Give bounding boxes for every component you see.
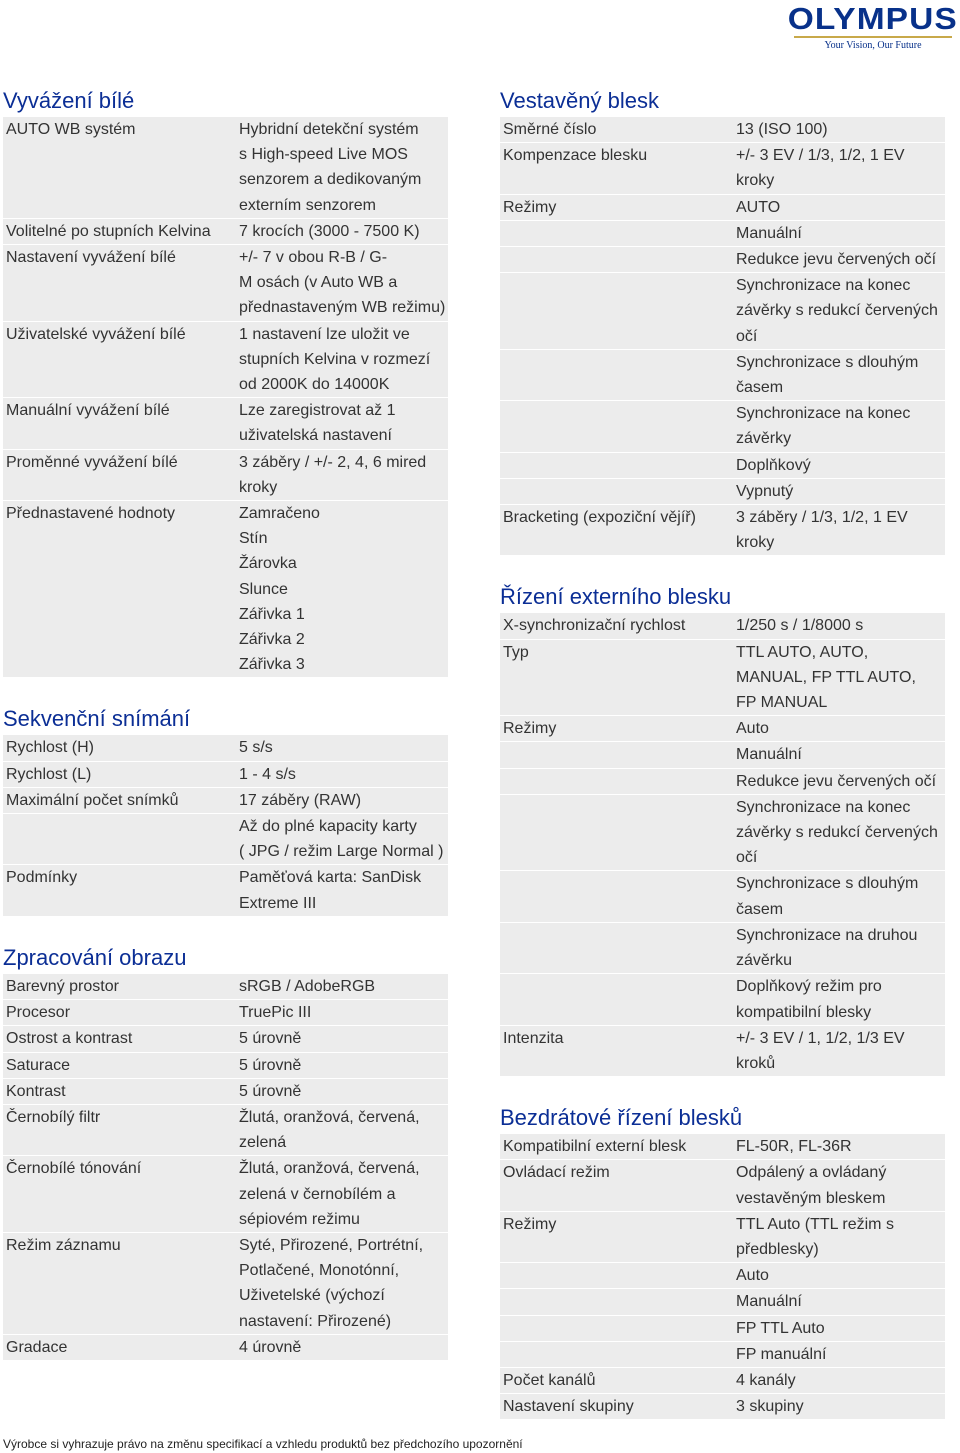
spec-value-line: Synchronizace na druhou [736,926,918,944]
spec-value-line: externím senzorem [239,196,376,214]
section-title-rizeni-externiho-blesku: Řízení externího blesku [500,584,732,610]
spec-value-line: kroků [736,1054,776,1072]
spec-row [3,1104,448,1155]
spec-label: Saturace [3,1052,236,1078]
spec-value [236,1334,448,1360]
spec-label: Černobílé tónování [3,1156,236,1233]
spec-value [236,1000,448,1026]
spec-row [500,871,945,922]
spec-value-line: závěrky [736,430,792,448]
spec-row [3,974,448,1000]
spec-value-line: Paměťová karta: SanDisk [239,869,422,887]
spec-value-line: očí [736,327,758,345]
spec-row [500,117,945,143]
spec-value [236,1026,448,1052]
spec-row [500,1263,945,1289]
spec-label: Ostrost a kontrast [3,1026,236,1052]
spec-value-line: 1 nastavení lze uložit ve [239,325,410,343]
spec-value [733,1211,945,1262]
spec-value-line: Auto [736,1267,769,1285]
spec-row [3,449,448,500]
spec-value [733,1367,945,1393]
spec-value-line: kroky [239,478,278,496]
spec-label [500,273,733,350]
spec-value-line: TruePic III [239,1004,312,1022]
spec-row [3,1026,448,1052]
spec-value [236,814,448,865]
spec-label [500,1289,733,1315]
spec-value-line: časem [736,379,784,397]
spec-value-line: TTL AUTO, AUTO, [736,643,869,661]
spec-value-line: Žlutá, oranžová, červená, [239,1160,420,1178]
spec-value-line: ( JPG / režim Large Normal ) [239,843,444,861]
spec-value-line: Syté, Přirozené, Portrétní, [239,1236,424,1254]
spec-value [733,1134,945,1160]
spec-value-line: kroky [736,534,775,552]
spec-value-line: Lze zaregistrovat až 1 [239,402,396,420]
spec-row [500,1367,945,1393]
spec-row [500,974,945,1025]
spec-row [500,143,945,194]
logo-divider [794,36,952,38]
spec-row [500,273,945,350]
spec-row [500,1341,945,1367]
spec-value-line: Potlačené, Monotónní, [239,1262,400,1280]
spec-label: Černobílý filtr [3,1104,236,1155]
spec-row [500,478,945,504]
spec-value [733,401,945,452]
spec-label: Manuální vyvážení bílé [3,398,236,449]
spec-label: Intenzita [500,1025,733,1076]
spec-label [500,768,733,794]
spec-value-line: FL-50R, FL-36R [736,1138,852,1156]
spec-value-line: 5 úrovně [239,1056,302,1074]
spec-label [500,922,733,973]
spec-value-line: závěrky s redukcí červených [736,824,938,842]
spec-label: Gradace [3,1334,236,1360]
spec-value [733,505,945,556]
spec-value-line: Synchronizace s dlouhým [736,353,919,371]
spec-value [733,117,945,143]
spec-row [500,505,945,556]
section-title-vyvazeni-bile: Vyvážení bílé [3,88,135,113]
spec-value [733,922,945,973]
spec-row [3,1334,448,1360]
spec-value [733,742,945,768]
spec-label: Podmínky [3,865,236,916]
spec-value [733,194,945,220]
spec-label: Nastavení skupiny [500,1394,733,1420]
spec-value-line: očí [736,849,758,867]
spec-label: Barevný prostor [3,974,236,1000]
spec-row [500,452,945,478]
spec-label [500,220,733,246]
spec-value-line: předblesky) [736,1240,819,1258]
spec-row [500,220,945,246]
spec-value [236,974,448,1000]
spec-value-line: AUTO [736,198,781,216]
section-title-vestaveny-blesk: Vestavěný blesk [500,88,659,113]
spec-value-line: Stín [239,530,268,548]
spec-value-line: Manuální [736,224,802,242]
spec-value-line: kroky [736,172,775,190]
spec-value [733,974,945,1025]
spec-label: Směrné číslo [500,117,733,143]
spec-value [733,794,945,871]
spec-value-line: FP TTL Auto [736,1319,825,1337]
spec-value [733,273,945,350]
spec-value-line: MANUAL, FP TTL AUTO, [736,668,916,686]
spec-value-line: Doplňkový režim pro [736,978,882,996]
spec-value-line: 7 krocích (3000 - 7500 K) [239,222,420,240]
spec-value [733,220,945,246]
spec-row [3,117,448,218]
spec-label [500,452,733,478]
spec-table-vestaveny-blesk [500,117,945,556]
spec-label [500,1315,733,1341]
spec-value-line: Vypnutý [736,482,794,500]
spec-row [3,865,448,916]
spec-value-line: Odpálený a ovládaný [736,1164,887,1182]
spec-value-line: Synchronizace na konec [736,798,911,816]
section-title-sekvencni-snimani: Sekvenční snímání [3,706,191,732]
spec-value-line: Uživetelské (výchozí [239,1287,385,1305]
spec-row [500,1134,945,1160]
spec-row [3,1232,448,1334]
spec-value-line: Zamračeno [239,505,320,523]
spec-label [500,974,733,1025]
spec-value-line: Slunce [239,580,288,598]
spec-value-line: Žárovka [239,555,297,573]
spec-row [500,1394,945,1420]
spec-label: Nastavení vyvážení bílé [3,245,236,322]
spec-row [500,922,945,973]
spec-value [236,501,448,678]
spec-row [3,787,448,813]
spec-value [236,1104,448,1155]
spec-label [500,349,733,400]
spec-label [500,1263,733,1289]
spec-value-line: Extreme III [239,894,317,912]
spec-row [500,716,945,742]
spec-value [733,871,945,922]
spec-value [733,1289,945,1315]
spec-value [236,1078,448,1104]
spec-row [500,194,945,220]
spec-table-zpracovani-obrazu [3,974,448,1361]
spec-value-line: Manuální [736,746,802,764]
spec-value [236,1052,448,1078]
spec-label: Kontrast [3,1078,236,1104]
spec-value-line: závěrky s redukcí červených [736,302,938,320]
spec-row [500,613,945,639]
spec-value-line: kompatibilní blesky [736,1003,872,1021]
left-column [3,88,448,1361]
spec-value-line: nastavení: Přirozené) [239,1312,392,1330]
spec-table-bezdratove-rizeni-blesku [500,1134,945,1420]
spec-row [3,814,448,865]
spec-value-line: Synchronizace na konec [736,405,911,423]
spec-row [500,1160,945,1211]
spec-value-line: +/- 3 EV / 1/3, 1/2, 1 EV [736,147,905,165]
spec-row [500,768,945,794]
spec-value [236,1156,448,1233]
spec-value-line: 4 kanály [736,1371,796,1389]
spec-value [733,768,945,794]
spec-row [3,1052,448,1078]
spec-label [500,742,733,768]
spec-row [500,1315,945,1341]
spec-label: Režimy [500,1211,733,1262]
spec-value-line: 4 úrovně [239,1338,302,1356]
spec-value-line: 3 záběry / 1/3, 1/2, 1 EV [736,509,908,527]
spec-label: Režimy [500,716,733,742]
spec-row [3,321,448,398]
spec-row [500,742,945,768]
spec-value [733,452,945,478]
spec-value-line: od 2000K do 14000K [239,376,390,394]
spec-row [500,349,945,400]
spec-value [733,247,945,273]
spec-value-line: Redukce jevu červených očí [736,772,937,790]
spec-value-line: Manuální [736,1293,802,1311]
spec-value-line: přednastaveným WB režimu) [239,299,446,317]
spec-value-line: stupních Kelvina v rozmezí [239,350,431,368]
spec-row [3,1156,448,1233]
spec-value [236,1232,448,1334]
spec-row [500,401,945,452]
spec-label: Režim záznamu [3,1232,236,1334]
spec-value [236,321,448,398]
spec-table-vyvazeni-bile [3,117,448,678]
spec-label: Počet kanálů [500,1367,733,1393]
spec-value-line: s High-speed Live MOS [239,146,408,164]
spec-value [733,143,945,194]
spec-value [733,1341,945,1367]
spec-value [236,117,448,218]
spec-value-line: M osách (v Auto WB a [239,274,398,292]
spec-label [500,871,733,922]
spec-label [500,1341,733,1367]
spec-value-line: +/- 7 v obou R-B / G- [239,249,388,267]
spec-row [500,1025,945,1076]
spec-value-line: FP MANUAL [736,694,828,712]
spec-row [3,398,448,449]
spec-value-line: +/- 3 EV / 1, 1/2, 1/3 EV [736,1029,905,1047]
spec-value-line: Synchronizace s dlouhým [736,875,919,893]
section-title-bezdratove-rizeni-blesku: Bezdrátové řízení blesků [500,1105,743,1131]
spec-label: Proměnné vyvážení bílé [3,449,236,500]
spec-value-line: Zářivka 3 [239,656,305,674]
right-column [500,88,945,1420]
spec-value [733,478,945,504]
spec-row [3,501,448,678]
spec-label: Kompenzace blesku [500,143,733,194]
spec-label: Uživatelské vyvážení bílé [3,321,236,398]
spec-value [733,613,945,639]
spec-table-rizeni-externiho-blesku [500,613,945,1077]
spec-value-line: Žlutá, oranžová, červená, [239,1108,420,1126]
spec-table-sekvencni-snimani [3,735,448,916]
spec-label [500,794,733,871]
spec-value-line: uživatelská nastavení [239,427,392,445]
spec-label: Režimy [500,194,733,220]
spec-value-line: FP manuální [736,1345,827,1363]
spec-value [733,1025,945,1076]
spec-row [500,1211,945,1262]
spec-row [3,218,448,244]
spec-value-line: Hybridní detekční systém [239,121,419,138]
spec-value-line: zelená v černobílém a [239,1185,396,1203]
spec-value [733,1394,945,1420]
spec-value-line: 5 s/s [239,739,273,757]
spec-label: Volitelné po stupních Kelvina [3,218,236,244]
spec-label: Přednastavené hodnoty [3,501,236,678]
spec-label [500,247,733,273]
spec-value-line: 5 úrovně [239,1082,302,1100]
spec-row [3,1078,448,1104]
spec-value-line: 17 záběry (RAW) [239,791,362,809]
spec-value-line: 5 úrovně [239,1030,302,1048]
spec-value [733,716,945,742]
spec-value [733,639,945,716]
spec-row [3,1000,448,1026]
spec-label: Typ [500,639,733,716]
spec-label: Kompatibilní externí blesk [500,1134,733,1160]
spec-value [236,865,448,916]
spec-value [733,1263,945,1289]
section-title-zpracovani-obrazu: Zpracování obrazu [3,944,187,970]
spec-label: Procesor [3,1000,236,1026]
spec-value-line: Auto [736,720,769,738]
spec-label: Ovládací režim [500,1160,733,1211]
spec-value-line: zelená [239,1134,287,1152]
spec-value [733,349,945,400]
spec-value [236,735,448,761]
spec-value-line: Až do plné kapacity karty [239,818,417,836]
spec-value-line: Zářivka 2 [239,631,305,649]
spec-label [500,478,733,504]
spec-value-line: Zářivka 1 [239,605,305,623]
spec-label [500,401,733,452]
spec-row [3,761,448,787]
spec-row [3,245,448,322]
spec-value-line: časem [736,900,784,918]
spec-value-line: 1/250 s / 1/8000 s [736,617,864,635]
spec-value [236,218,448,244]
spec-row [500,639,945,716]
spec-value-line: 3 záběry / +/- 2, 4, 6 mired [239,453,427,471]
spec-value-line: 13 (ISO 100) [736,121,828,138]
spec-row [500,1289,945,1315]
spec-value-line: vestavěným bleskem [736,1189,886,1207]
spec-label: Rychlost (L) [3,761,236,787]
spec-value [236,398,448,449]
spec-label [3,814,236,865]
spec-value [236,787,448,813]
spec-value-line: závěrku [736,952,793,970]
spec-value-line: 3 skupiny [736,1398,804,1416]
spec-row [500,247,945,273]
spec-value-line: sépiovém režimu [239,1210,360,1228]
spec-value-line: Redukce jevu červených očí [736,251,937,269]
spec-value-line: senzorem a dedikovaným [239,171,422,189]
brand-logo [787,1,959,52]
spec-row [500,794,945,871]
spec-row [3,735,448,761]
spec-value [733,1315,945,1341]
spec-value-line: 1 - 4 s/s [239,765,296,783]
spec-label: Bracketing (expoziční vějíř) [500,505,733,556]
spec-value [733,1160,945,1211]
brand-name: OLYMPUS [787,1,959,36]
spec-value [236,761,448,787]
footer-disclaimer: Výrobce si vyhrazuje právo na změnu specifikací a vzhledu produktů bez předchozího upozornění [3,1437,523,1451]
brand-tagline: Your Vision, Our Future [824,40,922,51]
spec-value [236,245,448,322]
spec-value-line: Doplňkový [736,456,811,474]
spec-label: X-synchronizační rychlost [500,613,733,639]
spec-value-line: TTL Auto (TTL režim s [736,1215,894,1233]
spec-value [236,449,448,500]
spec-value-line: Synchronizace na konec [736,277,911,295]
spec-value-line: sRGB / AdobeRGB [239,977,376,995]
spec-label: Rychlost (H) [3,735,236,761]
spec-label: AUTO WB systém [3,117,236,218]
spec-label: Maximální počet snímků [3,787,236,813]
